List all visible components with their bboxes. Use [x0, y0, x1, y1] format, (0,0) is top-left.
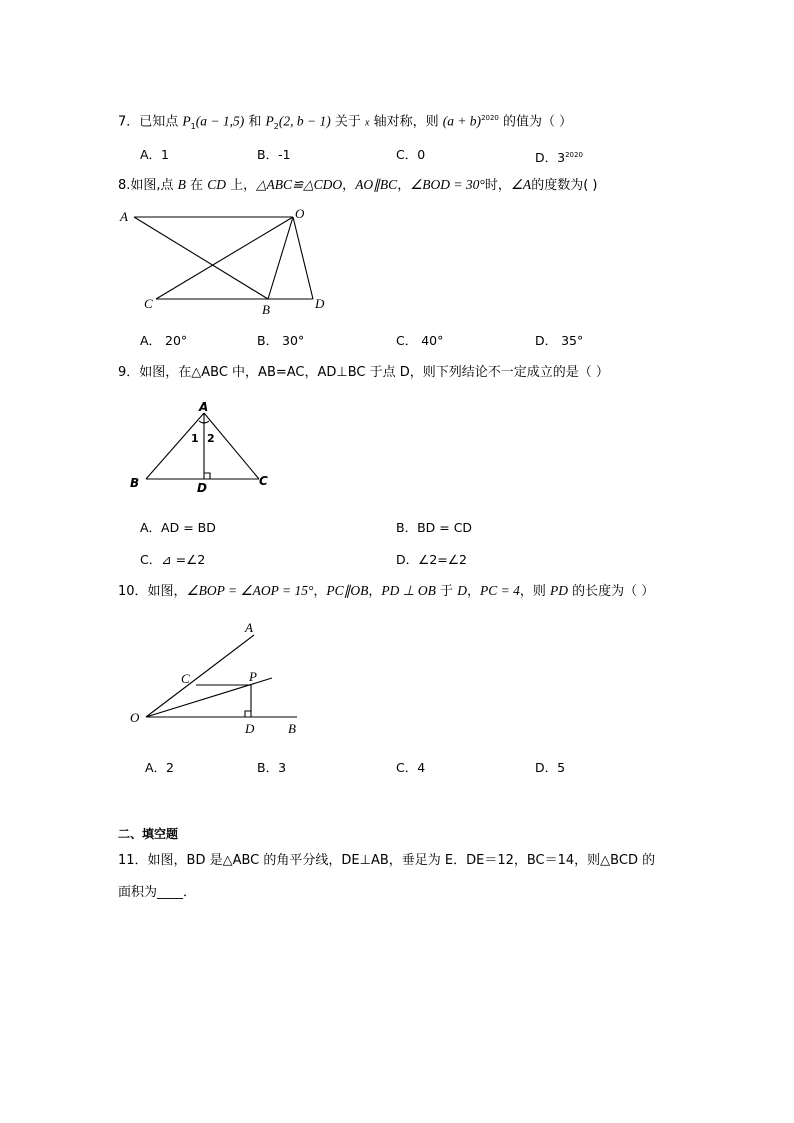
q10-label-a: A: [245, 620, 253, 635]
q9-right-angle-mark: [204, 473, 210, 479]
question-8: [118, 177, 597, 194]
q7-p2-coords: (2, b − 1): [278, 113, 331, 129]
q10-text: 于: [435, 584, 458, 599]
question-10: [118, 583, 654, 600]
q10-text: ，: [466, 584, 480, 599]
q9-label-d: D: [197, 481, 207, 495]
q7-option-d-exponent: 2020: [565, 151, 583, 159]
q8-congruence: △ABC≌△CDO: [256, 177, 343, 192]
q10-ray-oa: [146, 635, 254, 717]
q10-option-b[interactable]: B．3: [257, 760, 287, 775]
question-9: 9．如图，在△ABC 中，AB=AC，AD⊥BC 于点 D，则下列结论不一定成立的是（ ）: [118, 365, 609, 380]
q8-figure: [110, 200, 340, 325]
q7-point-p2: P: [265, 113, 274, 129]
q8-text: ，: [342, 178, 356, 193]
question-7: [118, 110, 572, 135]
q7-number: 7．: [118, 114, 140, 130]
q8-label-d: D: [315, 296, 325, 311]
q8-label-c: C: [144, 296, 153, 311]
q10-perpendicular: PD ⊥ OB: [381, 583, 436, 598]
q8-segment-co: [156, 217, 293, 299]
q10-figure: [125, 615, 315, 740]
q8-number: 8.: [118, 178, 131, 193]
question-11-line-1: 11．如图，BD 是△ABC 的角平分线，DE⊥AB，垂足为 E．DE＝12，BC＝14，则△BCD 的: [118, 853, 656, 868]
q10-number: 10．如图，: [118, 584, 187, 599]
q8-parallel: AO∥BC: [355, 177, 398, 192]
q8-label-a: A: [120, 209, 128, 224]
q8-option-c[interactable]: C． 40°: [396, 333, 444, 348]
q7-expression: (a + b): [442, 113, 482, 129]
q7-text: 和: [244, 114, 266, 130]
q8-segment-od: [293, 217, 313, 299]
q8-option-a[interactable]: A． 20°: [140, 333, 188, 348]
q8-angle-a: ∠A: [510, 177, 532, 192]
q7-option-d[interactable]: [535, 147, 583, 166]
q7-text: 关于: [330, 114, 365, 130]
q7-p2-subscript: 2: [273, 121, 279, 131]
q7-exponent: 2020: [481, 114, 499, 122]
q10-option-d[interactable]: D．5: [535, 760, 566, 775]
q8-angle: ∠BOD = 30°: [410, 177, 485, 192]
q9-figure: [125, 395, 285, 495]
q8-label-o: O: [295, 206, 305, 221]
q8-text: 的度数为( ): [531, 178, 598, 193]
q8-text: 如图,点: [130, 178, 178, 193]
q8-text: 上，: [225, 178, 257, 193]
q9-label-c: C: [259, 474, 268, 488]
q7-p1-coords: (a − 1,5): [195, 113, 245, 129]
q8-option-b[interactable]: B． 30°: [257, 333, 305, 348]
q9-label-b: B: [130, 476, 140, 490]
question-11-line-2: 面积为____．: [118, 885, 197, 900]
q7-text: 的值为（ ）: [498, 114, 573, 130]
q9-option-a[interactable]: A．AD = BD: [140, 520, 216, 535]
q10-parallel: PC∥OB: [326, 583, 369, 598]
q8-point-b: B: [177, 177, 186, 192]
q9-segment-ac: [204, 413, 259, 479]
q7-option-b[interactable]: B．-1: [257, 147, 291, 162]
q10-point-d: D: [457, 583, 467, 598]
q10-option-c[interactable]: C．4: [396, 760, 426, 775]
q10-text: ，: [313, 584, 327, 599]
q8-option-d[interactable]: D． 35°: [535, 333, 584, 348]
q9-angle-2-label: 2: [207, 432, 215, 445]
q10-option-a[interactable]: A．2: [145, 760, 175, 775]
q10-label-d: D: [245, 721, 255, 736]
q9-option-b[interactable]: B．BD = CD: [396, 520, 473, 535]
q10-segment-pd: PD: [549, 583, 568, 598]
q7-axis: x: [364, 117, 370, 129]
q10-right-angle-mark: [245, 711, 251, 717]
q7-point-p1: P: [182, 113, 191, 129]
q9-angle-1-label: 1: [191, 432, 199, 445]
q10-text: 的长度为（ ）: [567, 584, 655, 599]
q7-p1-subscript: 1: [190, 121, 196, 131]
q8-text: ，: [397, 178, 411, 193]
q10-pc-length: PC = 4: [479, 583, 520, 598]
q10-text: ，则: [519, 584, 550, 599]
q7-option-d-base: D．3: [535, 150, 566, 166]
q7-option-a[interactable]: A．1: [140, 147, 170, 162]
q9-segment-ab: [146, 413, 204, 479]
q10-text: ，: [368, 584, 382, 599]
q10-label-c: C: [181, 671, 190, 686]
q7-text: 轴对称，则: [369, 114, 443, 130]
q10-angle: ∠BOP = ∠AOP = 15°: [186, 583, 314, 598]
q8-label-b: B: [262, 302, 270, 317]
q9-label-a: A: [199, 400, 209, 414]
q8-text: 在: [185, 178, 208, 193]
q10-label-b: B: [288, 721, 296, 736]
q7-option-c[interactable]: C．0: [396, 147, 426, 162]
q8-text: 时，: [484, 178, 511, 193]
q7-text: 已知点: [139, 114, 183, 130]
section-title: 二、填空题: [118, 827, 179, 841]
q8-segment: CD: [207, 177, 226, 192]
q8-segment-ab: [134, 217, 268, 299]
q10-label-o: O: [130, 710, 140, 725]
q9-option-d[interactable]: D．∠2=∠2: [396, 552, 467, 567]
q10-label-p: P: [249, 669, 257, 684]
q9-option-c[interactable]: C．⊿ =∠2: [140, 552, 206, 567]
